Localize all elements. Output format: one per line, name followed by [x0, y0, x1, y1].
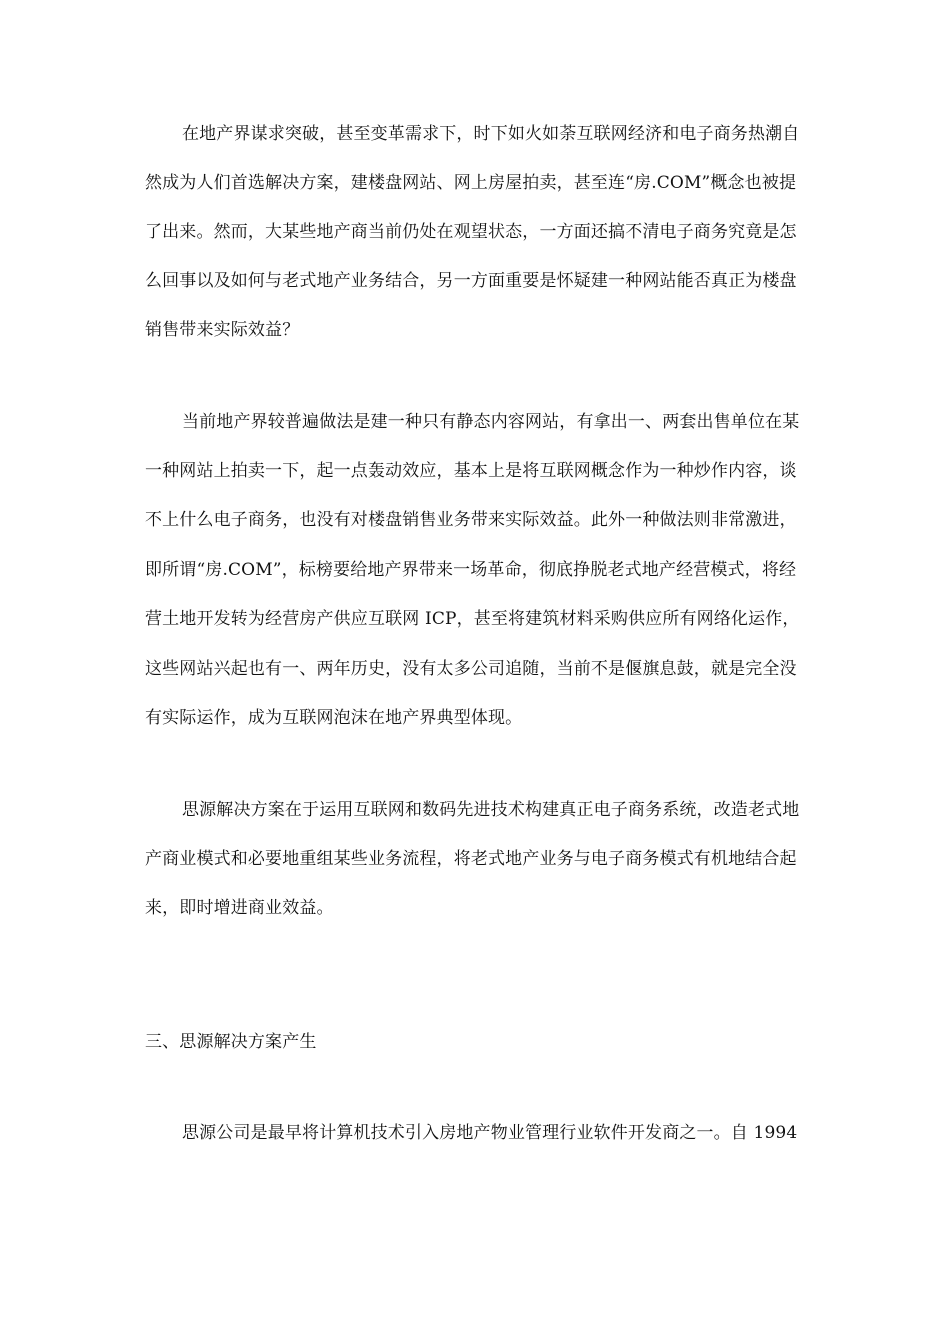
paragraph-4-line-1: 思源公司是最早将计算机技术引入房地产物业管理行业软件开发商之一。自 1994: [182, 1123, 798, 1143]
paragraph-2-line-1: 当前地产界较普遍做法是建一种只有静态内容网站，有拿出一、两套出售单位在某: [182, 412, 800, 432]
paragraph-2-line-3: 不上什么电子商务，也没有对楼盘销售业务带来实际效益。此外一种做法则非常激进，: [145, 510, 797, 530]
paragraph-3-line-1: 思源解决方案在于运用互联网和数码先进技术构建真正电子商务系统，改造老式地: [182, 800, 800, 820]
paragraph-2-line-4: 即所谓“房.COM”，标榜要给地产界带来一场革命，彻底挣脱老式地产经营模式，将经: [145, 560, 797, 580]
paragraph-1-line-3: 了出来。然而，大某些地产商当前仍处在观望状态，一方面还搞不清电子商务究竟是怎: [145, 222, 797, 242]
paragraph-1-line-4: 么回事以及如何与老式地产业务结合，另一方面重要是怀疑建一种网站能否真正为楼盘: [145, 271, 797, 291]
paragraph-2-line-2: 一种网站上拍卖一下，起一点轰动效应，基本上是将互联网概念作为一种炒作内容，谈: [145, 461, 797, 481]
paragraph-2-line-7: 有实际运作，成为互联网泡沫在地产界典型体现。: [145, 708, 523, 728]
section-heading: 三、思源解决方案产生: [145, 1032, 317, 1052]
paragraph-2-line-5: 营土地开发转为经营房产供应互联网 ICP，甚至将建筑材料采购供应所有网络化运作，: [145, 609, 800, 629]
paragraph-1-line-5: 销售带来实际效益？: [145, 320, 300, 340]
paragraph-3-line-2: 产商业模式和必要地重组某些业务流程，将老式地产业务与电子商务模式有机地结合起: [145, 849, 797, 869]
paragraph-1-line-1: 在地产界谋求突破，甚至变革需求下，时下如火如荼互联网经济和电子商务热潮自: [182, 124, 800, 144]
paragraph-3-line-3: 来，即时增进商业效益。: [145, 898, 334, 918]
paragraph-1-line-2: 然成为人们首选解决方案，建楼盘网站、网上房屋拍卖，甚至连“房.COM”概念也被提: [145, 173, 797, 193]
paragraph-2-line-6: 这些网站兴起也有一、两年历史，没有太多公司追随，当前不是偃旗息鼓，就是完全没: [145, 659, 797, 679]
